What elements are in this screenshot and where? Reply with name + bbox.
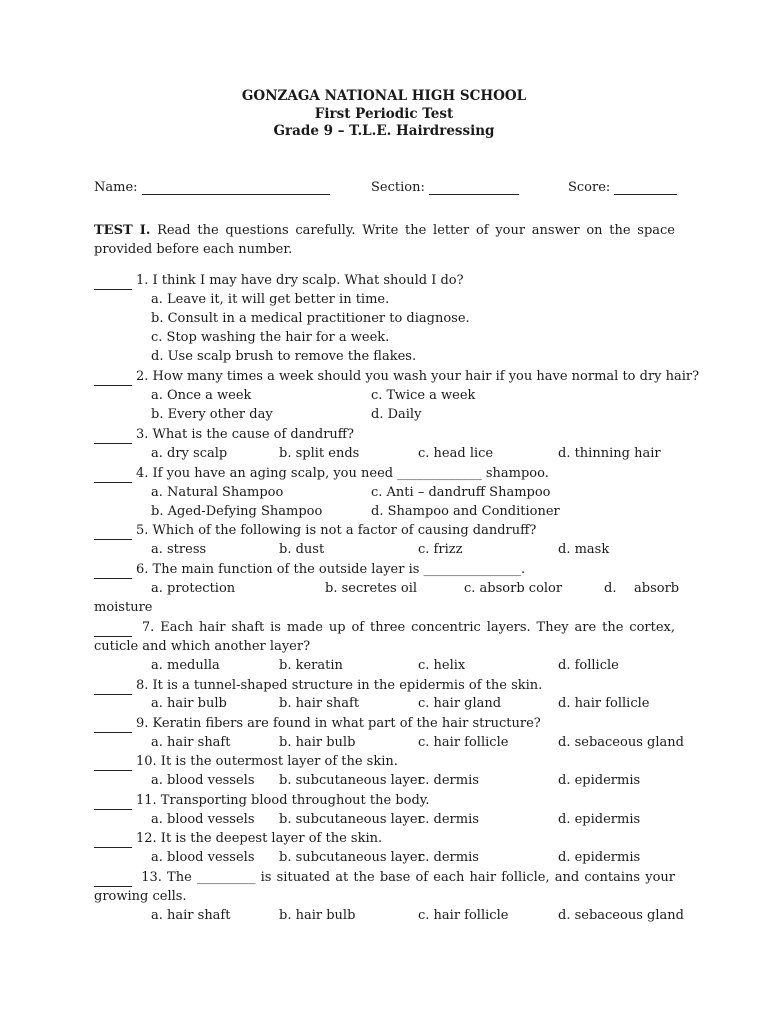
question-13 xyxy=(94,868,675,906)
option-c: c. dermis xyxy=(418,850,479,865)
option-d: d. epidermis xyxy=(558,773,641,788)
answer-blank[interactable] xyxy=(94,681,132,695)
question-stem: 2. How many times a week should you wash your hair if you have normal to dry hair? xyxy=(136,369,700,384)
option-c: c. hair follicle xyxy=(418,735,509,750)
question-5 xyxy=(94,521,675,540)
answer-blank[interactable] xyxy=(94,430,132,444)
question-12 xyxy=(94,829,675,848)
option-c: c. hair follicle xyxy=(418,908,509,923)
option-d-word: absorb xyxy=(634,581,680,596)
option-d: d. sebaceous gland xyxy=(558,735,684,750)
name-field[interactable] xyxy=(94,180,330,195)
question-9 xyxy=(94,714,675,733)
option-a: a. Leave it, it will get better in time. xyxy=(151,292,390,307)
option-b: b. subcutaneous layer xyxy=(279,850,424,865)
answer-blank[interactable] xyxy=(94,526,132,540)
option-c: c. head lice xyxy=(418,446,494,461)
option-d: d. Daily xyxy=(371,407,422,422)
score-label: Score: xyxy=(568,180,611,195)
option-b: b. split ends xyxy=(279,446,360,461)
option-c: c. absorb color xyxy=(464,581,563,596)
question-10 xyxy=(94,752,675,771)
score-field[interactable] xyxy=(568,180,677,195)
question-stem: 4. If you have an aging scalp, you need _____________ shampoo. xyxy=(136,466,549,481)
answer-blank[interactable] xyxy=(94,469,132,483)
section-line[interactable] xyxy=(429,181,519,195)
option-c: c. helix xyxy=(418,658,466,673)
question-stem: 11. Transporting blood throughout the body. xyxy=(136,793,430,808)
option-a: a. hair shaft xyxy=(151,908,231,923)
option-a: a. Once a week xyxy=(151,388,252,403)
answer-blank[interactable] xyxy=(94,276,132,290)
answer-blank[interactable] xyxy=(94,757,132,771)
option-a: a. hair bulb xyxy=(151,696,227,711)
question-stem: 5. Which of the following is not a factor of causing dandruff? xyxy=(136,523,537,538)
question-8 xyxy=(94,676,675,695)
test-label: TEST I. xyxy=(94,223,151,238)
option-a: a. blood vessels xyxy=(151,773,255,788)
option-d: d. hair follicle xyxy=(558,696,650,711)
question-stem: 6. The main function of the outside layer is _______________. xyxy=(136,562,526,577)
question-stem: 1. I think I may have dry scalp. What should I do? xyxy=(136,273,464,288)
option-b: b. hair shaft xyxy=(279,696,360,711)
question-2 xyxy=(94,367,700,386)
option-c: c. Twice a week xyxy=(371,388,476,403)
question-stem: 8. It is a tunnel-shaped structure in the epidermis of the skin. xyxy=(136,678,543,693)
question-6 xyxy=(94,560,675,579)
question-stem: 3. What is the cause of dandruff? xyxy=(136,427,354,442)
section-field[interactable] xyxy=(371,180,519,195)
subject-title: Grade 9 – T.L.E. Hairdressing xyxy=(273,123,495,139)
answer-blank[interactable] xyxy=(94,796,132,810)
option-c: c. dermis xyxy=(418,773,479,788)
question-1 xyxy=(94,271,675,290)
option-d: d. epidermis xyxy=(558,850,641,865)
option-d-continued: moisture xyxy=(94,600,153,615)
option-d: d. sebaceous gland xyxy=(558,908,684,923)
option-b: b. secretes oil xyxy=(325,581,418,596)
question-stem: 13. The _________ is situated at the base of each hair follicle, and contains your growing cells. xyxy=(94,870,675,904)
option-c: c. frizz xyxy=(418,542,463,557)
school-name: GONZAGA NATIONAL HIGH SCHOOL xyxy=(241,88,527,104)
name-label: Name: xyxy=(94,180,138,195)
question-4 xyxy=(94,464,675,483)
question-stem: 12. It is the deepest layer of the skin. xyxy=(136,831,383,846)
answer-blank[interactable] xyxy=(94,372,132,386)
question-stem: 7. Each hair shaft is made up of three concentric layers. They are the cortex, cuticle and which another layer? xyxy=(94,620,675,654)
option-d-letter: d. xyxy=(604,581,617,596)
name-line[interactable] xyxy=(142,181,330,195)
option-c: c. dermis xyxy=(418,812,479,827)
question-7 xyxy=(94,618,675,656)
option-a: a. protection xyxy=(151,581,236,596)
instructions xyxy=(94,221,675,259)
option-b: b. Every other day xyxy=(151,407,273,422)
option-b: b. keratin xyxy=(279,658,343,673)
answer-blank[interactable] xyxy=(94,834,132,848)
score-line[interactable] xyxy=(614,181,677,195)
option-b: b. subcutaneous layer xyxy=(279,812,424,827)
instructions-text: Read the questions carefully. Write the letter of your answer on the space provided before each number. xyxy=(94,223,675,257)
answer-blank[interactable] xyxy=(94,873,132,887)
question-3 xyxy=(94,425,675,444)
answer-blank[interactable] xyxy=(94,623,132,637)
option-a: a. blood vessels xyxy=(151,850,255,865)
option-b: b. hair bulb xyxy=(279,735,356,750)
question-stem: 9. Keratin fibers are found in what part of the hair structure? xyxy=(136,716,541,731)
option-c: c. hair gland xyxy=(418,696,502,711)
option-d: d. Shampoo and Conditioner xyxy=(371,504,560,519)
option-d: d. Use scalp brush to remove the flakes. xyxy=(151,349,417,364)
option-b: b. Consult in a medical practitioner to diagnose. xyxy=(151,311,470,326)
option-c: c. Stop washing the hair for a week. xyxy=(151,330,390,345)
answer-blank[interactable] xyxy=(94,565,132,579)
option-b: b. subcutaneous layer xyxy=(279,773,424,788)
option-b: b. dust xyxy=(279,542,325,557)
option-d: d. thinning hair xyxy=(558,446,661,461)
option-a: a. stress xyxy=(151,542,207,557)
option-a: a. hair shaft xyxy=(151,735,231,750)
option-d: d. mask xyxy=(558,542,610,557)
option-c: c. Anti – dandruff Shampoo xyxy=(371,485,551,500)
section-label: Section: xyxy=(371,180,425,195)
option-b: b. hair bulb xyxy=(279,908,356,923)
question-11 xyxy=(94,791,675,810)
option-d: d. epidermis xyxy=(558,812,641,827)
option-a: a. blood vessels xyxy=(151,812,255,827)
option-d: d. follicle xyxy=(558,658,619,673)
option-b: b. Aged-Defying Shampoo xyxy=(151,504,323,519)
question-stem: 10. It is the outermost layer of the skin. xyxy=(136,754,398,769)
option-a: a. dry scalp xyxy=(151,446,228,461)
option-a: a. medulla xyxy=(151,658,220,673)
option-a: a. Natural Shampoo xyxy=(151,485,284,500)
answer-blank[interactable] xyxy=(94,719,132,733)
test-name: First Periodic Test xyxy=(314,106,454,122)
